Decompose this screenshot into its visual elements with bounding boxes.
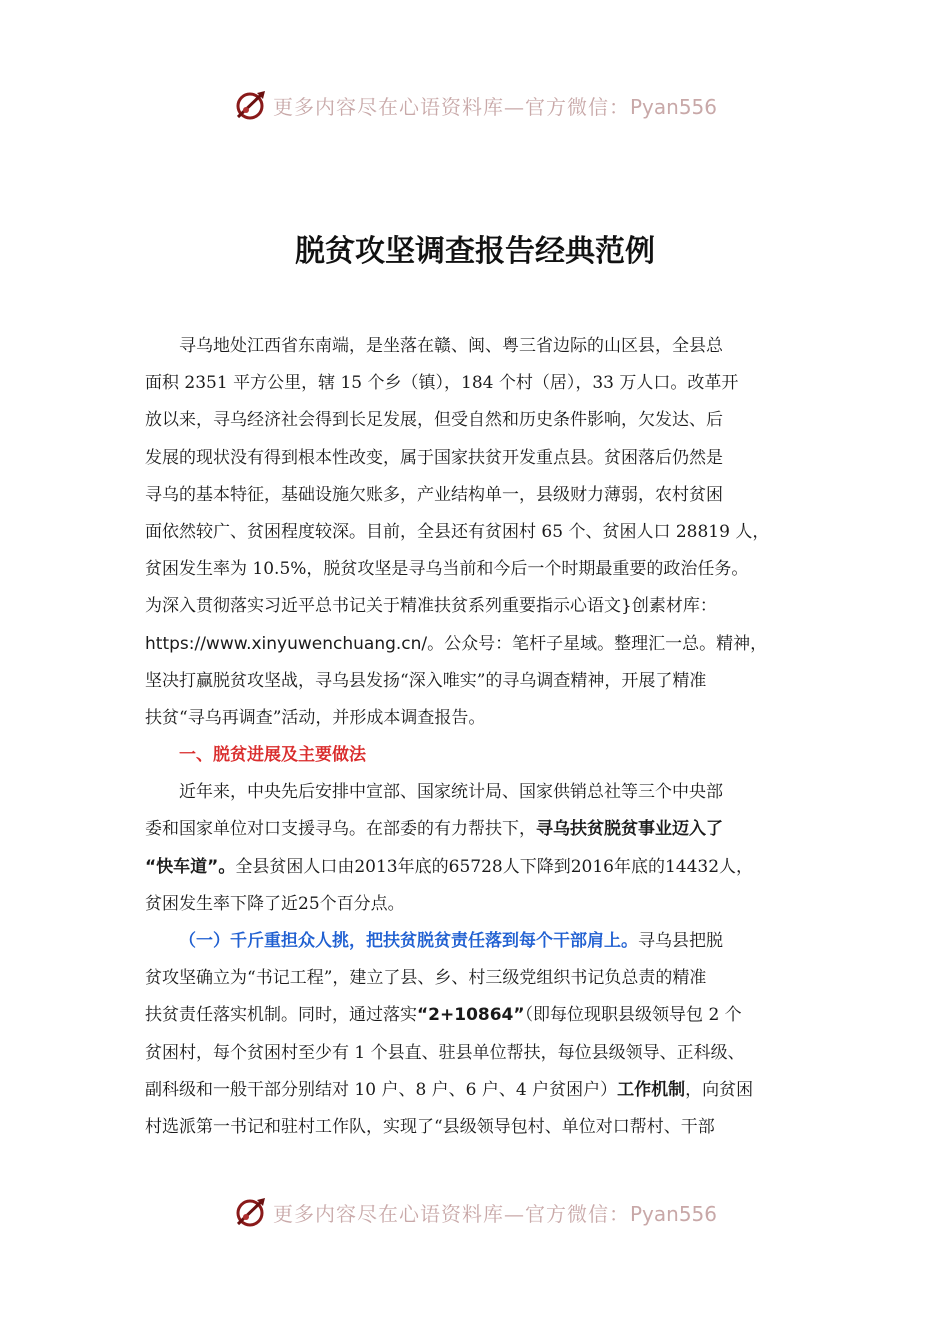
p1-line-2: 面积 2351 平方公里，辖 15 个乡（镇），184 个村（居），33 万人口。改革开 (145, 373, 739, 394)
p2-line-2-bold: 寻乌扶贫脱贫事业迈入了 (536, 819, 723, 840)
p2-line-3 (145, 849, 820, 886)
p1-line-10: 坚决打赢脱贫攻坚战，寻乌县发扬“深入唯实”的寻乌调查精神，开展了精准 (145, 670, 707, 691)
p3-line-6: 村选派第一书记和驻村工作队，实现了“县级领导包村、单位对口帮村、干部 (145, 1116, 715, 1137)
section-heading-1: 一、脱贫进展及主要做法 (179, 745, 366, 766)
p2-line-3-text: 全县贫困人口由2013年底的65728人下降到2016年底的14432人， (235, 856, 754, 877)
brand-logo-icon (233, 1194, 269, 1230)
p2-line-2-text: 委和国家单位对口支援寻乌。在部委的有力帮扶下， (145, 819, 536, 840)
p3-line-5-text-2: ，向贫困 (685, 1079, 754, 1100)
p1-line-7: 贫困发生率为 10.5%，脱贫攻坚是寻乌当前和今后一个时期最重要的政治任务。 (145, 559, 749, 580)
p1-line-9: https://www.xinyuwenchuang.cn/。公众号：笔杆子星域。整理汇一总。精神， (145, 633, 768, 654)
p3-line-2: 贫攻坚确立为“书记工程”，建立了县、乡、村三级党组织书记负总责的精准 (145, 968, 707, 989)
p2-line-4: 贫困发生率下降了近25个百分点。 (145, 893, 405, 914)
subsection-heading-1: （一）千斤重担众人挑，把扶贫脱贫责任落到每个干部肩上。 (179, 931, 638, 951)
p2-line-3-bold: “快车道”。 (145, 856, 236, 877)
p3-line-3-text-2: （即每位现职县级领导包 2 个 (524, 1005, 742, 1026)
p2-line-2 (145, 811, 820, 848)
brand-logo-icon (233, 87, 269, 123)
p1-line-3: 放以来，寻乌经济社会得到长足发展，但受自然和历史条件影响，欠发达、后 (145, 410, 723, 431)
p3-line-5 (145, 1072, 820, 1109)
p3-line-5-text: 副科级和一般干部分别结对 10 户、8 户、6 户、4 户贫困户） (145, 1079, 618, 1100)
header-banner-id: Pyan556 (629, 94, 717, 119)
document-body (145, 328, 820, 1146)
p3-line-3-bold: “2+10864” (417, 1005, 525, 1026)
p1-line-11: 扶贫“寻乌再调查”活动，并形成本调查报告。 (145, 707, 486, 728)
p3-line-1 (145, 923, 820, 960)
p3-line-5-bold: 工作机制 (617, 1079, 686, 1100)
footer-banner-text: 更多内容尽在心语资料库—官方微信： (272, 1201, 630, 1226)
p3-line-4: 贫困村，每个贫困村至少有 1 个县直、驻县单位帮扶，每位县级领导、正科级、 (145, 1042, 745, 1063)
header-banner-text: 更多内容尽在心语资料库—官方微信： (272, 94, 630, 119)
header-banner (0, 85, 950, 125)
p3-line-3-text: 扶贫责任落实机制。同时，通过落实 (145, 1005, 417, 1026)
p1-line-6: 面依然较广、贫困程度较深。目前，全县还有贫困村 65 个、贫困人口 28819 人， (145, 521, 770, 542)
document-title: 脱贫攻坚调查报告经典范例 (295, 234, 655, 269)
footer-banner-id: Pyan556 (629, 1201, 717, 1226)
p3-line-1-text: 寻乌县把脱 (638, 931, 723, 951)
p2-line-1: 近年来，中央先后安排中宣部、国家统计局、国家供销总社等三个中央部 (179, 782, 723, 803)
p1-line-4: 发展的现状没有得到根本性改变，属于国家扶贫开发重点县。贫困落后仍然是 (145, 447, 723, 468)
p3-line-3 (145, 997, 820, 1034)
p1-line-5: 寻乌的基本特征，基础设施欠账多，产业结构单一，县级财力薄弱，农村贫困 (145, 484, 723, 505)
p1-line-1: 寻乌地处江西省东南端，是坐落在赣、闽、粤三省边际的山区县，全县总 (179, 336, 723, 356)
p1-line-8: 为深入贯彻落实习近平总书记关于精准扶贫系列重要指示心语文}创素材库： (145, 596, 717, 617)
footer-banner (0, 1192, 950, 1232)
